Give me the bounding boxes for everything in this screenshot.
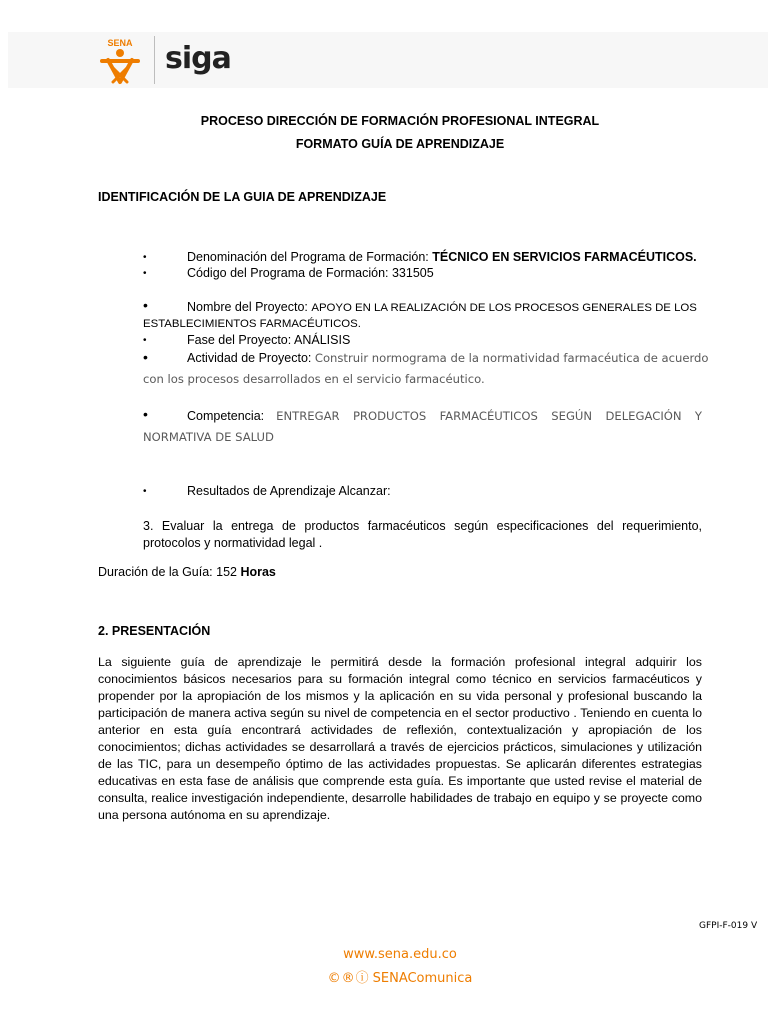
actividad-line-1: [187, 351, 709, 365]
resultados-label: Resultados de Aprendizaje Alcanzar:: [187, 484, 391, 498]
actividad-value-2: con los procesos desarrollados en el servicio farmacéutico.: [143, 372, 485, 386]
programa-label: Denominación del Programa de Formación:: [187, 250, 433, 264]
fase-line: [187, 333, 350, 347]
footer-url-link[interactable]: www.sena.edu.co: [343, 947, 457, 962]
codigo-value: 331505: [391, 266, 434, 280]
programa-value: TÉCNICO EN SERVICIOS FARMACÉUTICOS.: [432, 250, 697, 264]
sena-logo-text: SENA: [107, 38, 133, 48]
sena-logo: [96, 36, 144, 86]
bullet-resultados: •: [143, 486, 147, 497]
footer-social-handle[interactable]: SENAComunica: [372, 971, 473, 986]
competencia-value-1: ENTREGAR PRODUCTOS FARMACÉUTICOS SEGÚN DELEGACIÓN Y: [276, 409, 702, 423]
proyecto-value-1: APOYO EN LA REALIZACIÓN DE LOS PROCESOS GENERALES DE LOS: [311, 302, 697, 314]
actividad-label: Actividad de Proyecto:: [187, 351, 315, 365]
presentacion-heading: 2. PRESENTACIÓN: [98, 624, 211, 638]
identification-heading: IDENTIFICACIÓN DE LA GUIA DE APRENDIZAJE: [98, 190, 387, 204]
duracion-unit: Horas: [240, 565, 276, 579]
proyecto-label: Nombre del Proyecto:: [187, 300, 312, 314]
proyecto-line-1: [187, 300, 697, 314]
siga-logo-text: siga: [165, 41, 231, 76]
actividad-value-1: Construir normograma de la normatividad farmacéutica de acuerdo: [314, 351, 709, 365]
creative-commons-icon: ©®ⓘ: [327, 971, 370, 986]
bullet-competencia: •: [143, 406, 148, 422]
bullet-codigo: •: [143, 268, 147, 279]
logo-divider: [154, 36, 155, 84]
proyecto-value-2: ESTABLECIMIENTOS FARMACÉUTICOS.: [143, 318, 361, 330]
competencia-label: Competencia:: [187, 409, 265, 423]
bullet-proyecto: •: [143, 297, 148, 313]
fase-value: ANÁLISIS: [294, 333, 351, 347]
competencia-value-2: NORMATIVA DE SALUD: [143, 430, 274, 444]
presentacion-body: La siguiente guía de aprendizaje le permitirá desde la formación profesional integral adquirir los conocimientos básicos necesarios para su formación integral como técnico en servicios farmacéuticos y propender por la apropiación de los mismos y la aplicación en su vida personal y profesional buscando la participación de manera activa según su nivel de competencia en el sector productivo . Teniendo en cuenta lo anterior en esta guía encontrará actividades de reflexión, contextualización y apropiación de los conocimientos; dichas actividades se desarrollará a través de ejercicios prácticos, simulaciones y utilización de las TIC, para un desempeño óptimo de las actividades propuestas. Se aplicarán diferentes estrategias educativas en esta fase de análisis que comprende esta guía. Es importante que usted revise el material de consulta, realice investigación independiente, desarrolle habilidades de trabajo en equipo y se proyecte como una persona autónoma en su aprendizaje.: [98, 655, 702, 822]
duracion-line: [98, 565, 276, 579]
programa-line: [187, 250, 697, 264]
codigo-line: [187, 266, 434, 280]
document-title-line-1: PROCESO DIRECCIÓN DE FORMACIÓN PROFESIONAL INTEGRAL: [200, 114, 600, 128]
bullet-programa: •: [143, 252, 147, 263]
fase-label: Fase del Proyecto:: [187, 333, 295, 347]
bullet-actividad: •: [143, 349, 148, 365]
competencia-line-1: [187, 409, 702, 423]
resultado-text: 3. Evaluar la entrega de productos farmacéuticos según especificaciones del requerimiento, protocolos y normatividad legal .: [143, 519, 702, 550]
siga-logo: [163, 38, 245, 84]
footer-social: [0, 967, 768, 986]
duracion-label: Duración de la Guía: 152: [98, 565, 241, 579]
footer-form-code: GFPI-F-019 V: [699, 921, 758, 931]
document-title-line-2: FORMATO GUÍA DE APRENDIZAJE: [295, 137, 505, 151]
codigo-label: Código del Programa de Formación:: [187, 266, 392, 280]
bullet-fase: •: [143, 335, 147, 346]
